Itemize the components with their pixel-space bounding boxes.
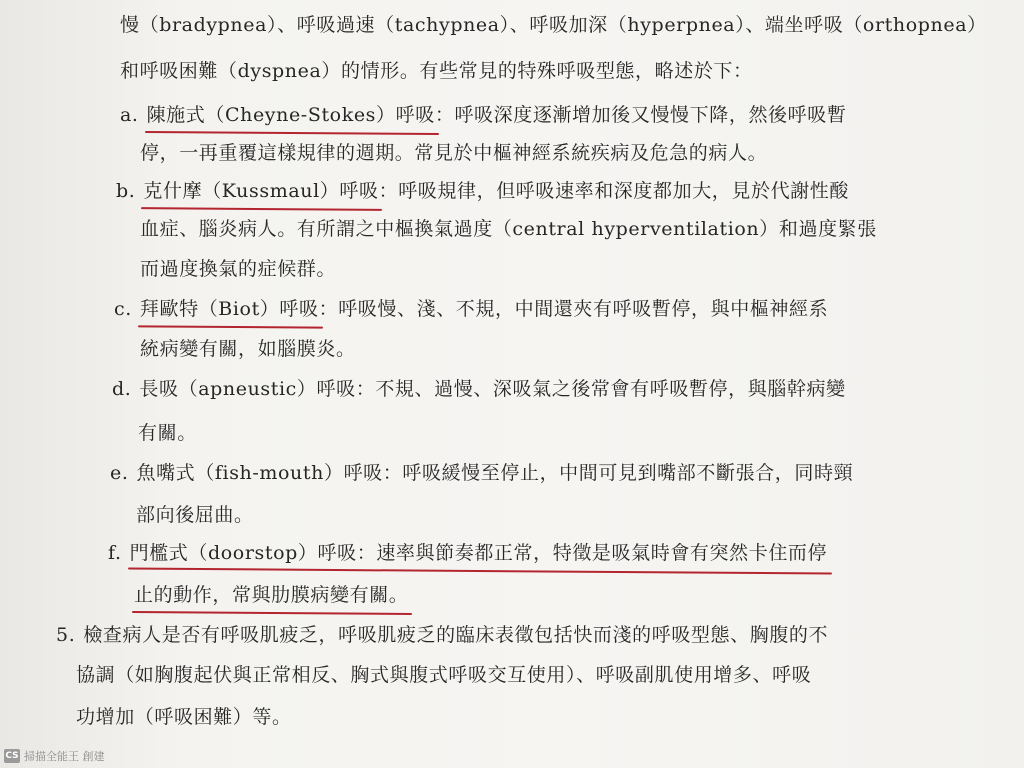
item-c-line-1 — [114, 296, 828, 322]
item-c-line-2: 統病變有關，如腦膜炎。 — [140, 338, 356, 360]
item-e-line-1 — [110, 460, 853, 486]
item-e-marker: e. — [110, 462, 129, 484]
item-b-text: ：呼吸規律，但呼吸速率和深度都加大，見於代謝性酸 — [378, 180, 849, 202]
point-5-line-1 — [56, 622, 828, 648]
item-f-marker: f. — [108, 542, 122, 564]
item-b-line-1 — [116, 178, 849, 204]
item-a-text: ：呼吸深度逐漸增加後又慢慢下降，然後呼吸暫 — [434, 104, 847, 126]
item-d-text: 長吸（apneustic）呼吸：不規、過慢、深吸氣之後常會有呼吸暫停，與腦幹病變 — [139, 378, 846, 400]
camscanner-logo-icon: CS — [5, 751, 19, 761]
item-b-line-3: 而過度換氣的症候群。 — [140, 258, 337, 280]
item-f-line-1 — [108, 540, 827, 566]
point-5-text: 檢查病人是否有呼吸肌疲乏，呼吸肌疲乏的臨床表徵包括快而淺的呼吸型態、胸腹的不 — [83, 624, 829, 646]
item-f-line-2 — [134, 582, 408, 608]
intro-line-1: 慢（bradypnea）、呼吸過速（tachypnea）、呼吸加深（hyperpnea）、端坐呼吸（orthopnea） — [120, 14, 987, 36]
item-d-line-2: 有關。 — [138, 422, 197, 444]
item-a-line-2: 停，一再重覆這樣規律的週期。常見於中樞神經系統疾病及危急的病人。 — [140, 142, 768, 164]
item-f-text: 門檻式（doorstop）呼吸：速率與節奏都正常，特徵是吸氣時會有突然卡住而停 — [129, 542, 828, 564]
point-5-marker: 5. — [56, 624, 76, 646]
point-5-line-2: 協調（如胸腹起伏與正常相反、胸式與腹式呼吸交互使用）、呼吸副肌使用增多、呼吸 — [76, 664, 812, 686]
point-5-line-3: 功增加（呼吸困難）等。 — [76, 706, 292, 728]
item-b-term: 克什摩（Kussmaul）呼吸 — [143, 180, 379, 202]
item-d-marker: d. — [112, 378, 132, 400]
item-e-line-2: 部向後屈曲。 — [136, 504, 254, 526]
item-c-term: 拜歐特（Biot）呼吸 — [139, 298, 319, 320]
scanner-watermark — [4, 748, 105, 764]
item-d-line-1 — [112, 376, 846, 402]
item-c-marker: c. — [114, 298, 132, 320]
item-a-term: 陳施式（Cheyne-Stokes）呼吸 — [146, 104, 435, 126]
item-b-line-2: 血症、腦炎病人。有所謂之中樞換氣過度（central hyperventilation）和過度緊張 — [140, 218, 877, 240]
watermark-text: 掃描全能王 創建 — [24, 750, 105, 763]
item-c-text: ：呼吸慢、淺、不規，中間還夾有呼吸暫停，與中樞神經系 — [318, 298, 829, 320]
item-e-text: 魚嘴式（fish-mouth）呼吸：呼吸緩慢至停止，中間可見到嘴部不斷張合，同時頸 — [136, 462, 854, 484]
intro-line-2: 和呼吸困難（dyspnea）的情形。有些常見的特殊呼吸型態，略述於下： — [120, 60, 753, 82]
item-f-text-2: 止的動作，常與肋膜病變有關。 — [134, 584, 409, 606]
item-b-marker: b. — [116, 180, 136, 202]
item-a-line-1 — [120, 102, 846, 128]
item-a-marker: a. — [120, 104, 139, 126]
